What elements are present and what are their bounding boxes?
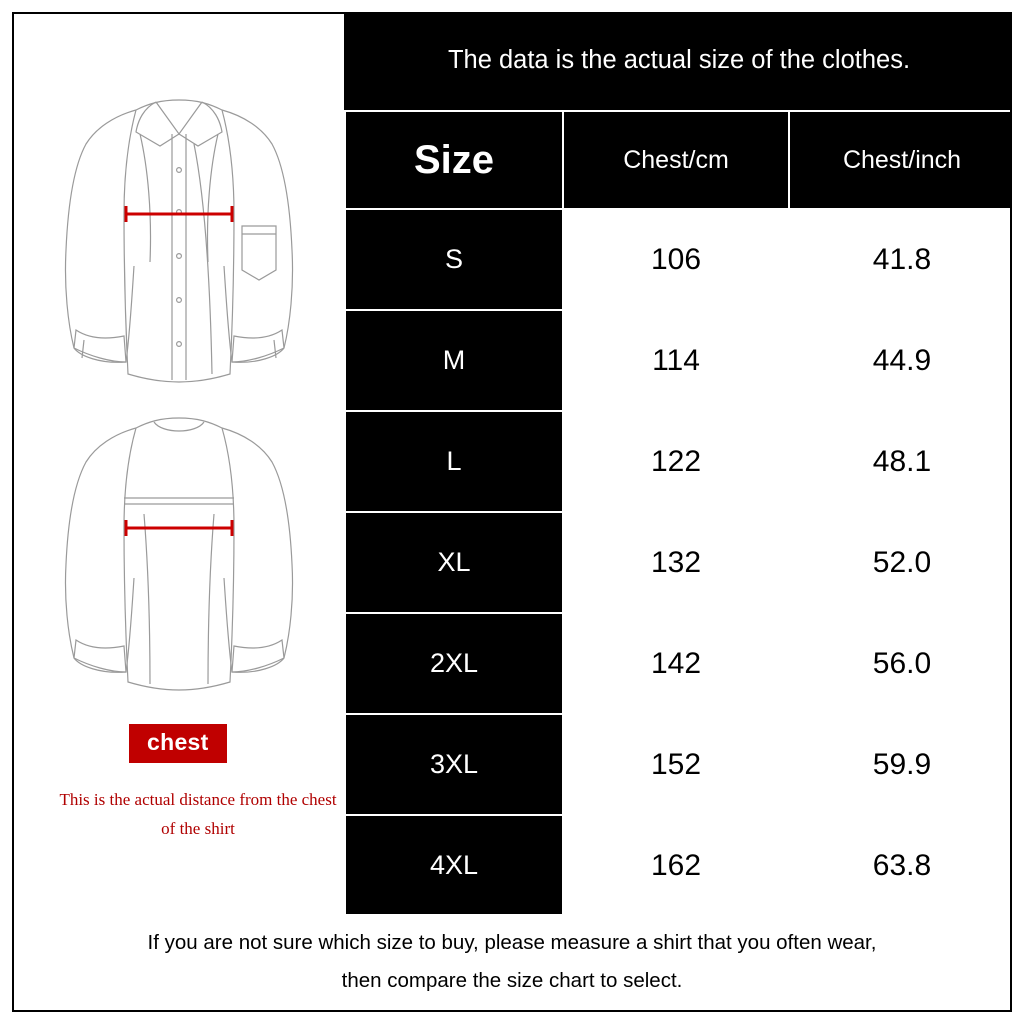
page-title: The data is the actual size of the clothes. [447,45,911,74]
table-row [345,310,1012,411]
cell-chest-inch: 44.9 [789,310,1012,411]
column-header-chest-inch: Chest/inch [789,111,1012,209]
shirt-front-illustration [44,74,314,394]
column-header-chest-cm: Chest/cm [563,111,789,209]
cell-size: XL [345,512,563,613]
cell-chest-cm: 152 [563,714,789,815]
table-row [345,209,1012,310]
cell-size: S [345,209,563,310]
illustration-column [14,14,344,914]
cell-chest-cm: 162 [563,815,789,916]
cell-chest-inch: 56.0 [789,613,1012,714]
chest-measure-line-back [126,520,232,536]
cell-chest-cm: 106 [563,209,789,310]
chart-frame [12,12,1012,1012]
cell-chest-cm: 114 [563,310,789,411]
chest-note-line-2: from the chest of the shirt [161,790,337,838]
size-table [344,110,1012,917]
cell-chest-cm: 132 [563,512,789,613]
chest-badge: chest [129,724,227,763]
cell-size: 4XL [345,815,563,916]
cell-chest-inch: 63.8 [789,815,1012,916]
cell-size: 2XL [345,613,563,714]
cell-chest-inch: 48.1 [789,411,1012,512]
cell-chest-inch: 52.0 [789,512,1012,613]
table-row [345,411,1012,512]
cell-chest-cm: 122 [563,411,789,512]
table-row [345,512,1012,613]
chest-measure-line-front [126,206,232,222]
cell-chest-cm: 142 [563,613,789,714]
footer-line-2: then compare the size chart to select. [341,969,683,992]
table-row [345,613,1012,714]
table-header-row [345,111,1012,209]
cell-size: 3XL [345,714,563,815]
cell-chest-inch: 41.8 [789,209,1012,310]
size-table-block [344,14,1012,914]
table-row [345,815,1012,916]
chest-note [58,786,338,844]
table-row [345,714,1012,815]
cell-size: L [345,411,563,512]
cell-chest-inch: 59.9 [789,714,1012,815]
shirt-back-illustration [44,394,314,694]
chest-note-line-1: This is the actual distance [59,790,236,809]
column-header-size: Size [345,111,563,209]
footer-line-1: If you are not sure which size to buy, please measure a shirt that you often wear, [147,931,877,955]
cell-size: M [345,310,563,411]
footer-note [14,914,1010,1010]
